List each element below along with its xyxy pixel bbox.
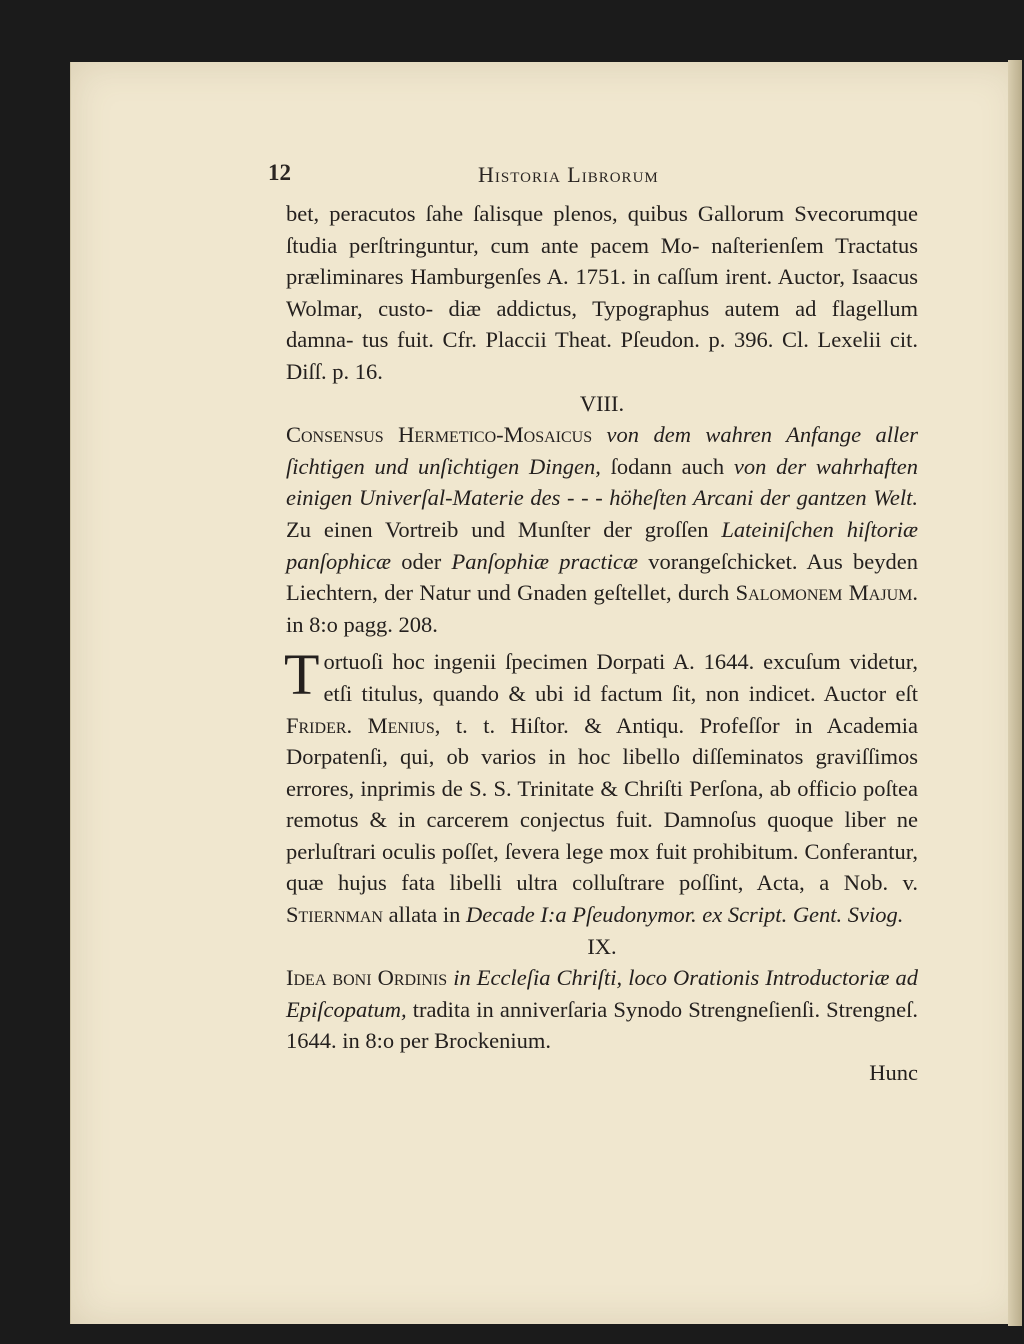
text-line: tus fuit. Cfr. Placcii Theat. Pſeudon. p. 396. Cl. Lexelii — [362, 327, 882, 353]
page-number: 12 — [268, 160, 291, 185]
entry-ix-title — [286, 962, 918, 1057]
entry-viii-title — [286, 419, 918, 640]
entry-title-roman: vorangeſchicket. Aus beyden Liechtern, der Natur und Gnaden geſtellet, durch — [286, 548, 919, 606]
text-line: naſterienſem Tractatus præliminares Hamburgenſes A. — [286, 232, 919, 290]
entry-title-caps: Consensus Hermetico-Mosaicus — [286, 422, 593, 448]
entry-author: Salomonem Majum. — [735, 580, 918, 606]
entry-title-caps: Idea boni Ordinis — [286, 965, 448, 991]
body-text: t. t. Hiſtor. & Antiqu. Profeſſor in Academia Dorpatenſi, qui, ob varios in hoc libello diſſeminatos graviſſimos errores, inprimis de S. S. Trinitate & Chriſti Perſona, ab officio poſtea remotus & in carcerem conjectus fuit. Damnoſus quoque liber ne perluſtrari oculis poſſet, ſevera lege mox fuit prohibitum. Conferantur, quæ hujus fata libelli ultra colluſtrare poſſint, Acta, a Nob. v. — [286, 712, 918, 896]
text-line: diæ addictus, Typographus autem ad flagellum damna- — [286, 295, 918, 353]
entry-title-italic: von dem wahren Anfange aller ſichtigen und unſichtigen Dingen, — [286, 422, 918, 479]
entry-title-italic: Panſophiæ practicæ — [451, 548, 638, 574]
body-author: Stiernman — [286, 902, 383, 928]
text-line: 1751. in caſſum irent. Auctor, Isaacus Wolmar, custo- — [286, 264, 919, 321]
page-edge — [1008, 60, 1022, 1326]
body-author: Frider. Menius, — [286, 712, 441, 738]
entry-numeral: VIII. — [579, 390, 625, 416]
entry-title-roman: oder — [401, 548, 442, 574]
entry-format: in 8:o pagg. 208. — [286, 611, 438, 637]
drop-cap: T — [284, 642, 320, 708]
entry-title-italic: von der wahrhaften einigen Univerſal-Materie des - - - höheſten Arcani der gantzen Welt. — [286, 453, 918, 511]
running-head: Historia Librorum — [478, 162, 659, 187]
page-header — [268, 160, 928, 194]
text-line: Svecorumque ſtudia perſtringuntur, cum ante pacem Mo- — [286, 201, 919, 258]
entry-title-roman: ſodann auch — [610, 453, 725, 479]
body-citation: Decade I:a Pſeudonymor. ex Script. Gent. Sviog. — [466, 902, 904, 928]
entry-title-roman: tradita in anniverſaria Synodo Strengneſienſi. Strengneſ. 1644. in 8:o per Brockenium. — [286, 996, 919, 1054]
entry-title-italic: Lateiniſchen hiſtoriæ panſophicæ — [286, 516, 919, 574]
entry-vii-tail — [286, 198, 918, 388]
body-text: allata in — [388, 902, 461, 928]
text-line: cit. Diſſ. p. 16. — [286, 327, 918, 384]
page-body — [286, 198, 918, 1089]
catchword: Hunc — [869, 1060, 918, 1086]
entry-title-roman: Zu einen Vortreib und Munſter der groſſen — [286, 516, 709, 542]
entry-title-italic: in Eccleſia Chriſti, loco Orationis Introductoriæ ad Epiſcopatum, — [286, 965, 919, 1022]
entry-numeral: IX. — [587, 933, 617, 959]
entry-viii-body — [284, 642, 918, 930]
text-line: bet, peracutos ſahe ſalisque plenos, quibus Gallorum — [286, 201, 785, 226]
body-text: ortuoſi hoc ingenii ſpecimen Dorpati A. 1644. excuſum videtur, etſi titulus, quando & ubi id factum ſit, non indicet. Auctor eſt — [323, 649, 918, 706]
